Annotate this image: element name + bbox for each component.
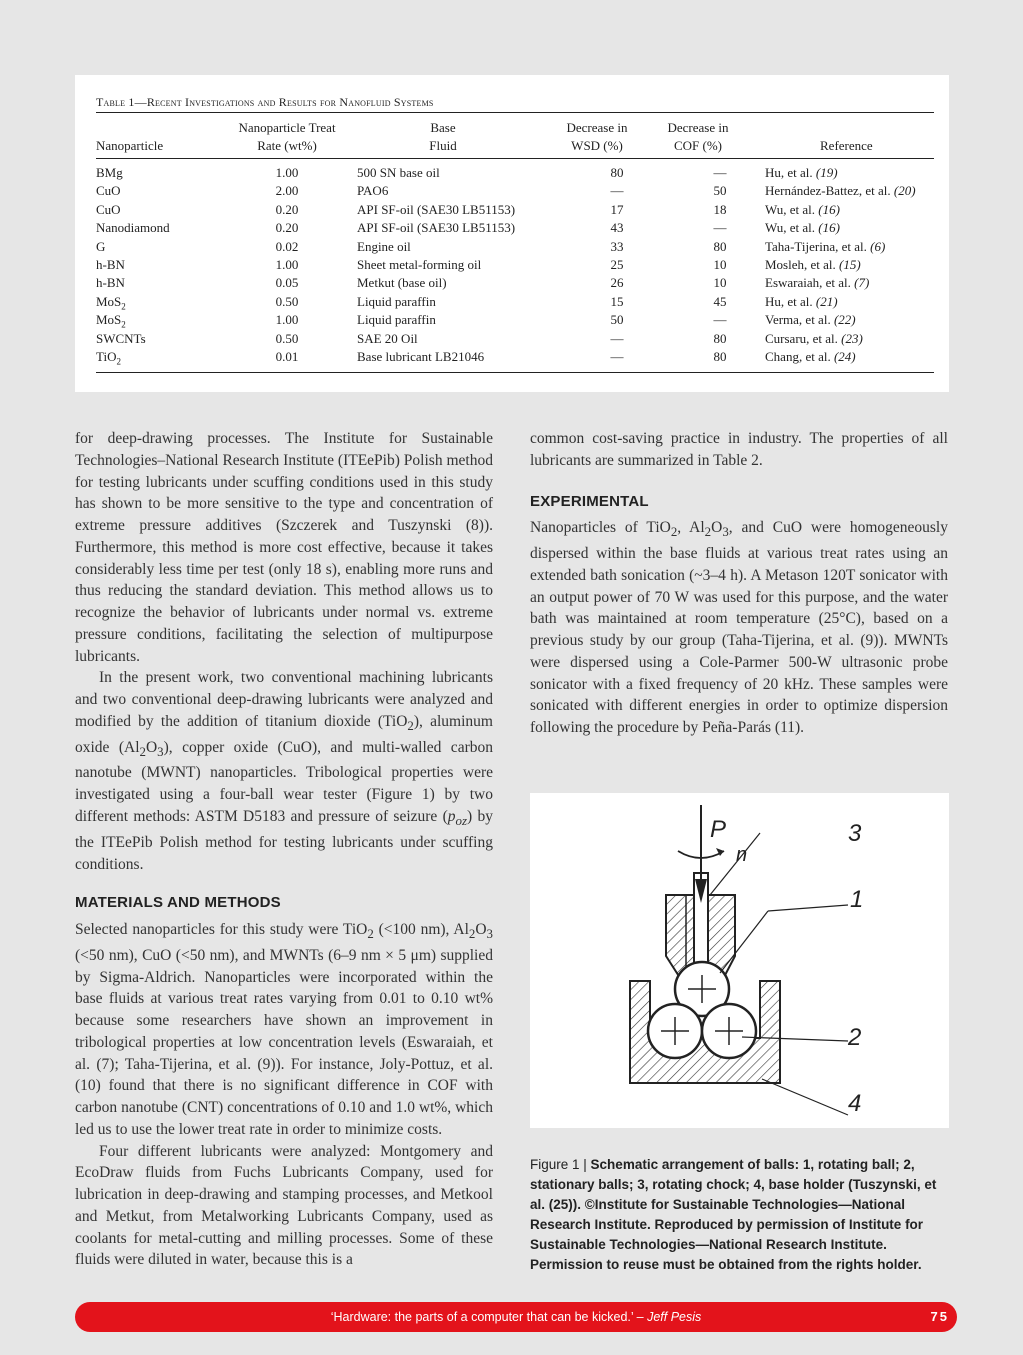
cell-nanoparticle: CuO xyxy=(96,201,121,217)
header-cof-line1: Decrease in xyxy=(667,120,729,135)
table-1 xyxy=(75,75,949,392)
cell-fluid: API SF-oil (SAE30 LB51153) xyxy=(357,220,516,236)
label-4: 4 xyxy=(848,1090,862,1117)
table-row xyxy=(96,202,934,220)
cell-fluid: SAE 20 Oil xyxy=(357,330,418,346)
cell-rate: 0.01 xyxy=(275,349,299,364)
header-cof-line2: COF (%) xyxy=(673,138,723,153)
label-1: 1 xyxy=(850,886,864,913)
cell-fluid: PAO6 xyxy=(357,183,389,199)
paragraph: Nanoparticles of TiO$_2$, $Al_2O_3$, and CuO were homogeneously dispersed within the base fluids at various treat rates using an extended bath sonication (~3–4 h). A Metason 120T sonicator with an output power of 70 W was used for this purpose, and the water bath was maintained at room temperature (25°C), based on a previous study by our group (Taha-Tijerina, et al. (9)). MWNTs were dispersed using a Cole-Parmer 500-W ultrasonic probe sonicator with a fixed frequency of 20 kHz. These samples were sonicated with different energies in order to optimize dispersion following the procedure by Peña-Parás (11). xyxy=(530,519,948,737)
header-fluid-line2: Fluid xyxy=(429,138,457,153)
page-number: 75 xyxy=(930,1309,949,1324)
cell-cof: — xyxy=(713,220,727,236)
four-ball-schematic xyxy=(530,793,949,1128)
cell-cof: 50 xyxy=(713,183,727,199)
cell-rate: 1.00 xyxy=(275,165,299,180)
label-2: 2 xyxy=(848,1024,862,1051)
quote-author: Jeff Pesis xyxy=(647,1310,702,1324)
cell-nanoparticle: MoS$_2$ xyxy=(96,312,126,330)
cell-cof: — xyxy=(713,165,727,180)
table-row xyxy=(96,183,934,201)
figure-caption xyxy=(530,1155,949,1275)
header-nanoparticle: Nanoparticle xyxy=(96,138,164,153)
cell-cof: 80 xyxy=(713,238,727,254)
cell-cof: 80 xyxy=(713,349,727,364)
table-row xyxy=(96,312,934,330)
table-row xyxy=(96,275,934,293)
cell-wsd: — xyxy=(610,349,624,364)
table-row xyxy=(96,239,934,257)
figure-1 xyxy=(530,793,949,1128)
label-3: 3 xyxy=(848,820,862,847)
cell-wsd: 50 xyxy=(610,312,624,328)
cell-reference: Hu, et al. (19) xyxy=(765,165,838,180)
cell-cof: 10 xyxy=(713,275,727,291)
cell-nanoparticle: G xyxy=(96,238,106,254)
cell-nanoparticle: SWCNTs xyxy=(96,330,146,346)
cell-reference: Wu, et al. (16) xyxy=(765,201,840,217)
cell-reference: Verma, et al. (22) xyxy=(765,312,856,328)
cell-wsd: — xyxy=(610,183,624,199)
cell-rate: 2.00 xyxy=(275,183,299,199)
cell-fluid: Liquid paraffin xyxy=(357,312,436,328)
cell-wsd: 15 xyxy=(610,293,624,309)
header-fluid-line1: Base xyxy=(430,120,456,135)
cell-reference: Taha-Tijerina, et al. (6) xyxy=(765,238,886,254)
cell-reference: Hu, et al. (21) xyxy=(765,293,838,309)
cell-wsd: 25 xyxy=(610,257,624,272)
cell-nanoparticle: CuO xyxy=(96,183,121,199)
paragraph: Selected nanoparticles for this study were TiO$_2$ (<100 nm), $Al_2O_3$ (<50 nm), CuO (<50 nm), and MWNTs (6–9 nm × 5 μm) supplied by Sigma-Aldrich. Nanoparticles were incorporated within the base fluids at various treat rates varying from 0.01 to 0.10 wt% because some researchers have shown an improvement in tribological properties at low concentration levels (Eswaraiah, et al. (7); Taha-Tijerina, et al. (9)). For instance, Joly-Pottuz, et al. (10) found that there is no significant difference in COF with carbon nanotube (CNT) concentrations of 0.10 and 1.0 wt%, which led us to use the lower treat rate in order to minimize costs. xyxy=(75,921,493,1138)
cell-cof: 80 xyxy=(713,330,727,346)
cell-reference: Cursaru, et al. (23) xyxy=(765,330,863,346)
label-p: P xyxy=(710,816,727,843)
table-top-rule xyxy=(96,112,934,113)
cell-wsd: 26 xyxy=(610,275,624,291)
cell-fluid: 500 SN base oil xyxy=(357,165,440,180)
paragraph: In the present work, two conventional machining lubricants and two conventional deep-drawing lubricants were analyzed and modified by the addition of titanium dioxide (TiO$_2$), aluminum oxide $(Al_2O_3)$, copper oxide (CuO), and multi-walled carbon nanotube (MWNT) nanoparticles. Tribological properties were investigated using a four-ball wear tester (Figure 1) by two different methods: ASTM D5183 and pressure of seizure $(p_{oz})$ by the ITEePib Polish method for testing lubricants under scuffing conditions. xyxy=(75,669,493,873)
cell-rate: 0.02 xyxy=(275,238,299,254)
footer-quote: ‘Hardware: the parts of a computer that can be kicked.’ – Jeff Pesis xyxy=(330,1310,702,1324)
paragraph: Four different lubricants were analyzed: Montgomery and EcoDraw fluids from Fuchs Lubricants Company, used for lubrication in deep-drawing and stamping processes, and Metkool and Metkut, from Metalworking Lubricants Company, used as coolants for metal-cutting and milling processes. Some of these fluids were diluted in water, because this is a xyxy=(75,1142,493,1269)
cell-rate: 0.50 xyxy=(275,330,299,346)
cell-wsd: — xyxy=(610,330,624,346)
cell-rate: 0.05 xyxy=(275,275,299,291)
cell-nanoparticle: TiO$_2$ xyxy=(96,349,121,367)
cell-nanoparticle: BMg xyxy=(96,165,123,180)
cell-fluid: Sheet metal-forming oil xyxy=(357,257,482,272)
cell-cof: 18 xyxy=(713,201,727,217)
cell-wsd: 17 xyxy=(610,201,624,217)
cell-wsd: 33 xyxy=(610,238,624,254)
table-row xyxy=(96,349,934,367)
header-rate-line1: Nanoparticle Treat xyxy=(238,120,336,135)
cell-rate: 0.50 xyxy=(275,293,299,309)
cell-reference: Hernández-Battez, et al. (20) xyxy=(765,183,916,199)
header-wsd-line2: WSD (%) xyxy=(571,138,623,153)
cell-reference: Mosleh, et al. (15) xyxy=(765,257,861,272)
header-wsd-line1: Decrease in xyxy=(566,120,628,135)
section-heading-materials: MATERIALS AND METHODS xyxy=(75,894,281,912)
cell-nanoparticle: MoS$_2$ xyxy=(96,293,126,312)
cell-wsd: 80 xyxy=(610,165,624,180)
cell-cof: 45 xyxy=(713,293,727,309)
paragraph: common cost-saving practice in industry. The properties of all lubricants are summarized in Table 2. xyxy=(530,430,948,469)
cell-rate: 0.20 xyxy=(275,220,299,236)
paragraph: for deep-drawing processes. The Institute for Sustainable Technologies–National Research Institute (ITEePib) Polish method for testing lubricants under scuffing conditions used in this study has shown to be more sensitive to the type and concentration of extreme pressure additives (Szczerek and Tuszynski (8)). Furthermore, this method is more cost effective, because it takes considerably less time per test (only 18 s), enabling more runs and thus reducing the standard deviation. This method allows us to recognize the behavior of lubricants under normal vs. extreme pressure conditions, facilitating the selection of multipurpose lubricants. xyxy=(75,430,493,665)
section-heading-experimental: EXPERIMENTAL xyxy=(530,492,649,510)
cell-fluid: Base lubricant LB21046 xyxy=(357,349,485,364)
table-header-rule xyxy=(96,158,934,159)
table-title: Table 1—Recent Investigations and Results for Nanofluid Systems xyxy=(96,95,434,109)
cell-reference: Chang, et al. (24) xyxy=(765,349,856,364)
cell-cof: 10 xyxy=(713,257,727,272)
cell-wsd: 43 xyxy=(610,220,624,236)
label-n: n xyxy=(736,844,748,866)
cell-rate: 0.20 xyxy=(275,201,299,217)
cell-nanoparticle: h-BN xyxy=(96,275,125,291)
table-row xyxy=(96,165,934,183)
cell-reference: Wu, et al. (16) xyxy=(765,220,840,236)
cell-fluid: API SF-oil (SAE30 LB51153) xyxy=(357,201,516,217)
caption-text: Schematic arrangement of balls: 1, rotating ball; 2, stationary balls; 3, rotating chock; 4, base holder (Tuszynski, et al. (25)). ©Institute for Sustainable Technologies—National Research Institute. Reproduced by permission of Institute for Sustainable Technologies—National Research Institute. Permission to reuse must be obtained from the rights holder. xyxy=(530,1157,937,1272)
cell-nanoparticle: Nanodiamond xyxy=(96,220,170,236)
table-row xyxy=(96,331,934,349)
table-bottom-rule xyxy=(96,372,934,373)
right-column xyxy=(530,428,948,739)
cell-fluid: Metkut (base oil) xyxy=(357,275,447,291)
cell-cof: — xyxy=(713,312,727,328)
cell-rate: 1.00 xyxy=(275,257,299,272)
header-rate-line2: Rate (wt%) xyxy=(257,138,317,153)
cell-nanoparticle: h-BN xyxy=(96,257,125,272)
table-row xyxy=(96,257,934,275)
footer-bar xyxy=(75,1302,957,1332)
cell-fluid: Engine oil xyxy=(357,238,411,254)
header-reference: Reference xyxy=(820,138,873,153)
cell-rate: 1.00 xyxy=(275,312,299,328)
caption-label: Figure 1 | xyxy=(530,1157,591,1172)
cell-fluid: Liquid paraffin xyxy=(357,293,436,309)
cell-reference: Eswaraiah, et al. (7) xyxy=(765,275,870,291)
table-row xyxy=(96,294,934,312)
left-column xyxy=(75,428,493,1271)
table-row xyxy=(96,220,934,238)
